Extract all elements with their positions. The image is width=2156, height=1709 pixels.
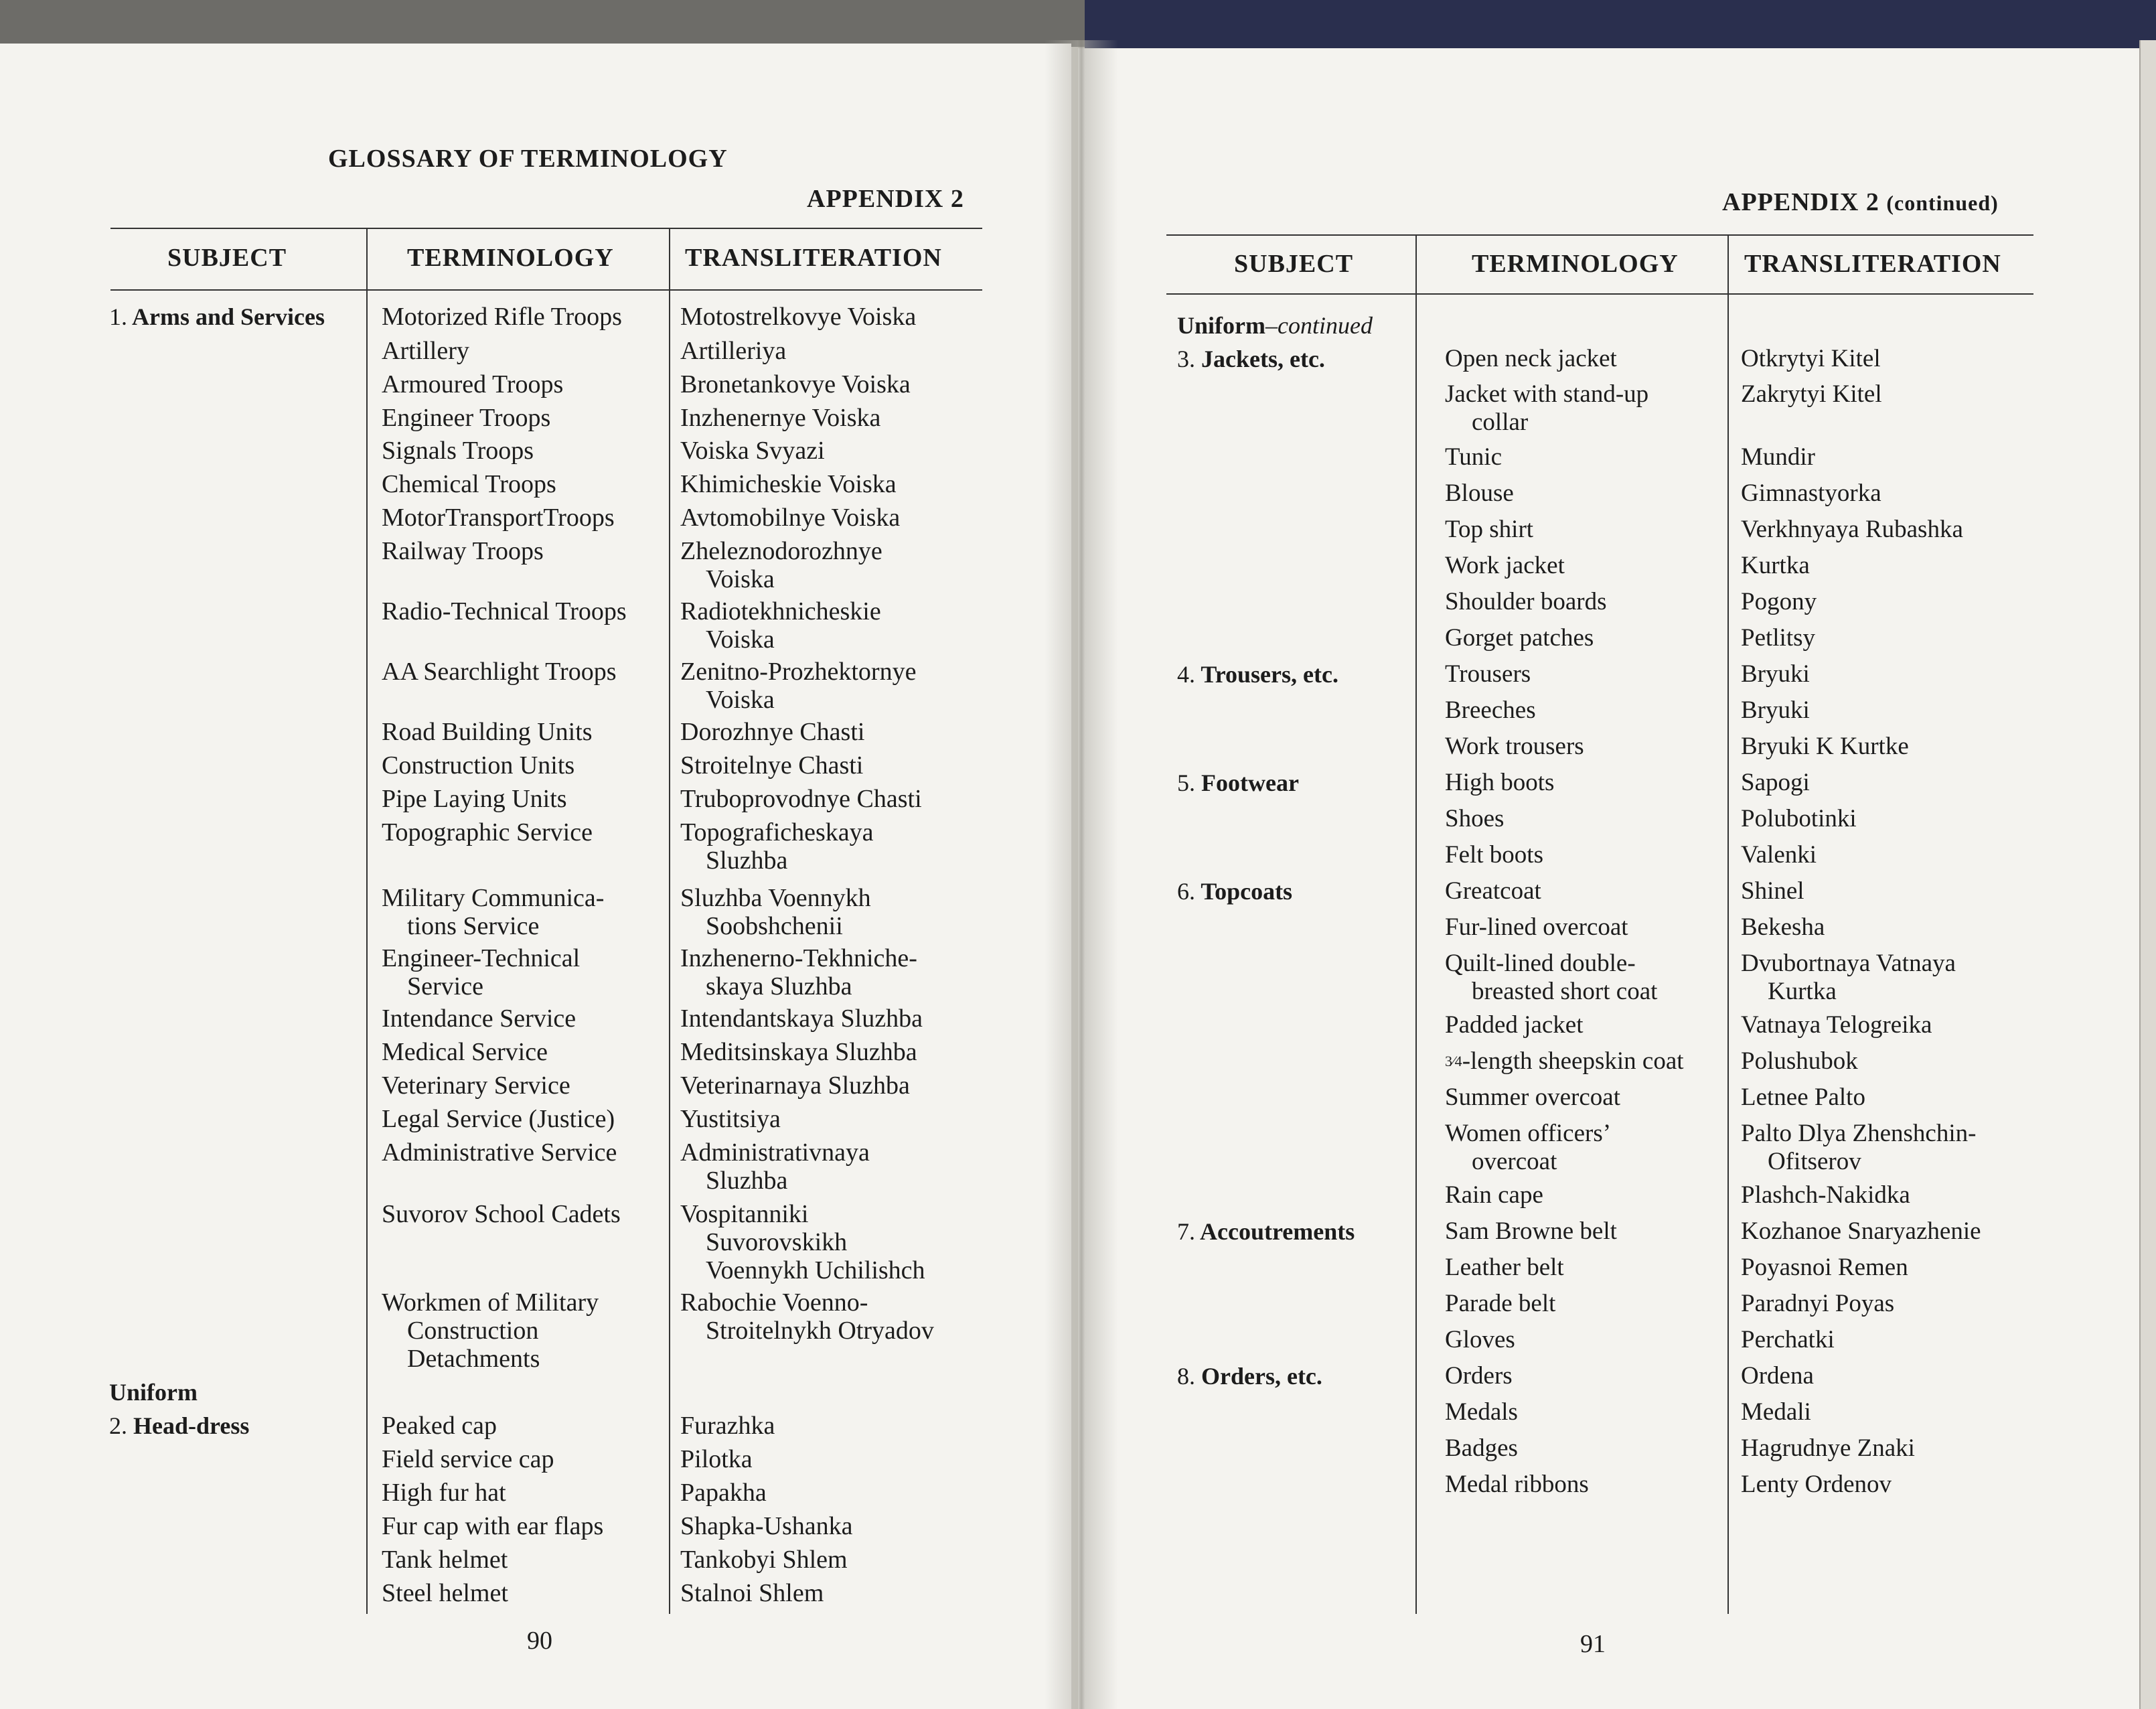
transliteration-entry-line: Perchatki [1741,1326,1835,1353]
terminology-entry-line: Leather belt [1445,1254,1564,1281]
terminology-entry [1445,1362,1513,1390]
transliteration-entry-line: Dvubortnaya Vatnaya [1741,950,1956,977]
terminology-entry [382,1479,506,1507]
transliteration-entry-line: Khimicheskie Voiska [680,470,897,498]
transliteration-entry [1741,841,1817,869]
transliteration-entry [680,944,917,1000]
terminology-entry-line: Tank helmet [382,1546,508,1574]
terminology-entry-line: Medals [1445,1398,1518,1426]
transliteration-entry [680,470,897,498]
subject-arms-and-services: 1. Arms and Services [109,303,325,330]
transliteration-entry-line: Meditsinskaya Sluzhba [680,1038,917,1066]
subject-entry: 7. Accoutrements [1177,1218,1355,1245]
terminology-entry-line: Work trousers [1445,733,1584,760]
transliteration-entry-line: Valenki [1741,841,1817,869]
appendix-label-right: APPENDIX 2 (continued) [1722,188,1999,216]
terminology-entry-line: collar [1472,408,1529,436]
header-subject-right: SUBJECT [1234,250,1354,278]
transliteration-entry [680,1138,870,1195]
transliteration-entry [1741,479,1881,508]
transliteration-entry [680,1005,923,1033]
page-number-right: 91 [1580,1630,1606,1658]
transliteration-entry-line: Pilotka [680,1445,753,1473]
terminology-entry-line: High boots [1445,769,1555,796]
transliteration-entry-line: Voiska Svyazi [680,437,825,465]
transliteration-entry-line: Polushubok [1741,1047,1858,1075]
table-header-rule-right [1166,293,2033,295]
terminology-entry-line: Radio-Technical Troops [382,597,627,625]
terminology-entry-line: Top shirt [1445,516,1534,543]
transliteration-entry-line: Papakha [680,1479,767,1507]
transliteration-entry-line: Vatnaya Telogreika [1741,1011,1932,1039]
header-transliteration-left: TRANSLITERATION [685,244,942,272]
terminology-entry-line: Workmen of Military [382,1288,599,1317]
terminology-entry-line: Peaked cap [382,1412,497,1440]
transliteration-entry-line: Artilleriya [680,337,787,365]
terminology-entry-line: Steel helmet [382,1579,508,1607]
terminology-entry [382,370,563,398]
book-gutter [1045,40,1118,1709]
terminology-entry [382,658,616,686]
transliteration-entry-line: Stalnoi Shlem [680,1579,824,1607]
terminology-entry-line: Detachments [407,1345,540,1373]
terminology-entry [1445,624,1594,652]
terminology-entry-line: Construction [407,1317,539,1345]
transliteration-entry-line: Stroitelnykh Otryadov [706,1317,934,1345]
transliteration-entry [1741,1011,1932,1039]
transliteration-entry-line: Administrativnaya [680,1138,870,1167]
transliteration-entry-line: Sapogi [1741,769,1810,796]
transliteration-entry-line: Bryuki K Kurtke [1741,733,1909,760]
page-edge [2139,40,2156,1709]
transliteration-entry [680,1512,852,1540]
transliteration-entry-line: Sluzhba [706,1167,788,1195]
terminology-entry [1445,552,1565,580]
transliteration-entry [680,370,911,398]
transliteration-entry [1741,950,1956,1006]
terminology-entry [382,1579,508,1607]
transliteration-entry-line: Yustitsiya [680,1105,781,1133]
terminology-entry-line: Open neck jacket [1445,345,1617,372]
terminology-entry [382,1546,508,1574]
transliteration-entry [680,818,874,875]
transliteration-entry [1741,443,1815,471]
terminology-entry [1445,1011,1584,1039]
table-top-rule-right [1166,234,2033,236]
terminology-entry [1445,950,1657,1006]
transliteration-entry [680,718,864,746]
subject-entry: 5. Footwear [1177,769,1299,796]
transliteration-entry-line: Hagrudnye Znaki [1741,1434,1915,1462]
header-subject-left: SUBJECT [167,244,287,272]
terminology-entry-line: Road Building Units [382,718,593,746]
transliteration-entry [1741,380,1882,408]
terminology-entry [1445,1434,1518,1463]
transliteration-entry [680,1479,767,1507]
transliteration-entry [1741,1471,1892,1499]
transliteration-entry-line: Furazhka [680,1412,775,1440]
terminology-entry-line: Service [407,972,483,1000]
transliteration-entry [680,1445,753,1473]
transliteration-entry [680,437,825,465]
transliteration-entry-line: Poyasnoi Remen [1741,1254,1908,1281]
terminology-entry-line: Topographic Service [382,818,593,846]
transliteration-entry-line: Kurtka [1741,552,1810,579]
terminology-entry-line: Armoured Troops [382,370,564,398]
terminology-entry-line: Legal Service (Justice) [382,1105,615,1133]
terminology-entry-line: Shoes [1445,805,1505,832]
column-divider-left-2 [669,228,670,1614]
transliteration-entry-line: Dorozhnye Chasti [680,718,865,746]
subject-uniform: Uniform [109,1379,198,1406]
terminology-entry [1445,1217,1617,1246]
header-transliteration-right: TRANSLITERATION [1744,250,2001,278]
terminology-entry [382,537,544,565]
transliteration-entry-line: Intendantskaya Sluzhba [680,1005,923,1033]
transliteration-entry-line: Stroitelnye Chasti [680,751,864,779]
transliteration-entry [680,785,922,813]
transliteration-entry [680,1288,934,1345]
terminology-entry-line: Administrative Service [382,1138,617,1167]
transliteration-entry [1741,624,1815,652]
terminology-entry-line: Chemical Troops [382,470,556,498]
transliteration-entry [680,1546,848,1574]
transliteration-entry-line: Zheleznodorozhnye [680,537,882,565]
transliteration-entry [680,1412,775,1440]
transliteration-entry-line: Radiotekhnicheskie [680,597,881,625]
transliteration-entry [1741,1290,1894,1318]
terminology-entry-line: Gorget patches [1445,624,1594,652]
column-divider-right-2 [1727,234,1729,1614]
transliteration-entry-line: Motostrelkovye Voiska [680,303,917,331]
transliteration-entry [1741,1120,1976,1176]
terminology-entry-line: Railway Troops [382,537,544,565]
terminology-entry [1445,1181,1543,1209]
terminology-entry-line: Medical Service [382,1038,548,1066]
transliteration-entry-line: Shinel [1741,877,1804,905]
transliteration-entry-line: Soobshchenii [706,912,843,940]
appendix-label-left: APPENDIX 2 [807,185,964,213]
terminology-entry-line: Greatcoat [1445,877,1541,905]
transliteration-entry [680,504,900,532]
transliteration-entry [1741,1181,1910,1209]
transliteration-entry-line: Rabochie Voenno- [680,1288,868,1317]
terminology-entry-line: Women officers’ [1445,1120,1612,1147]
terminology-entry-line: Trousers [1445,660,1531,688]
terminology-entry-line: Medal ribbons [1445,1471,1589,1498]
terminology-entry-line: Parade belt [1445,1290,1556,1317]
terminology-entry-line: Motorized Rifle Troops [382,303,622,331]
transliteration-entry-line: Topograficheskaya [680,818,874,846]
terminology-entry-line: Veterinary Service [382,1071,570,1100]
terminology-entry [1445,660,1531,688]
terminology-entry [382,751,574,779]
transliteration-entry-line: Kurtka [1768,978,1837,1005]
terminology-entry [382,404,550,432]
transliteration-entry-line: Bekesha [1741,913,1825,941]
terminology-entry-line: Shoulder boards [1445,588,1607,615]
transliteration-entry [680,751,863,779]
terminology-entry-line: Work jacket [1445,552,1565,579]
terminology-entry-line: Fur cap with ear flaps [382,1512,604,1540]
terminology-entry [1445,841,1543,869]
transliteration-entry-line: Tankobyi Shlem [680,1546,848,1574]
terminology-entry-line: High fur hat [382,1479,506,1507]
transliteration-entry-line: Palto Dlya Zhenshchin- [1741,1120,1977,1147]
terminology-entry-line: Badges [1445,1434,1518,1462]
terminology-entry-line: Summer overcoat [1445,1084,1620,1111]
terminology-entry [1445,696,1536,725]
terminology-entry-line: Military Communica- [382,884,605,912]
transliteration-entry [680,404,880,432]
terminology-entry [1445,1326,1515,1354]
transliteration-entry-line: Bronetankovye Voiska [680,370,911,398]
transliteration-entry [680,884,871,940]
transliteration-entry [1741,1362,1814,1390]
terminology-entry [382,1071,570,1100]
transliteration-entry [1741,660,1810,688]
subject-entry: 8. Orders, etc. [1177,1363,1322,1390]
terminology-entry-line: Gloves [1445,1326,1515,1353]
transliteration-entry [680,1105,781,1133]
glossary-title: GLOSSARY OF TERMINOLOGY [328,145,728,173]
terminology-entry [1445,1471,1589,1499]
terminology-entry [1445,443,1502,471]
transliteration-entry-line: skaya Sluzhba [706,972,852,1000]
transliteration-entry-line: Shapka-Ushanka [680,1512,853,1540]
terminology-entry-line: Sam Browne belt [1445,1217,1617,1245]
terminology-entry [382,437,534,465]
transliteration-entry-line: Zakrytyi Kitel [1741,380,1882,408]
terminology-entry [382,1512,603,1540]
transliteration-entry-line: Plashch-Nakidka [1741,1181,1910,1209]
subject-entry: 6. Topcoats [1177,878,1293,905]
terminology-entry [382,1445,554,1473]
transliteration-entry-line: Medali [1741,1398,1811,1426]
terminology-entry-line: Artillery [382,337,469,365]
terminology-entry-line: Padded jacket [1445,1011,1584,1039]
transliteration-entry [1741,1326,1835,1354]
table-header-rule-left [110,289,982,291]
transliteration-entry [1741,516,1963,544]
terminology-entry [1445,516,1533,544]
terminology-entry [1445,733,1584,761]
subject-head-dress: 2. Head-dress [109,1412,250,1439]
transliteration-entry [680,337,786,365]
transliteration-entry-line: Mundir [1741,443,1815,471]
terminology-entry-line: Field service cap [382,1445,554,1473]
transliteration-entry [680,1200,925,1284]
subject-entry: 3. Jackets, etc. [1177,346,1325,372]
transliteration-entry-line: Otkrytyi Kitel [1741,345,1881,372]
transliteration-entry-line: Truboprovodnye Chasti [680,785,922,813]
transliteration-entry-line: Avtomobilnye Voiska [680,504,901,532]
terminology-entry-line: Felt boots [1445,841,1543,869]
terminology-entry [1445,588,1607,616]
transliteration-entry [1741,1047,1858,1075]
terminology-entry-line: Fur-lined overcoat [1445,913,1628,941]
transliteration-entry [1741,345,1881,373]
transliteration-entry-line: Letnee Palto [1741,1084,1865,1111]
terminology-entry [382,818,593,846]
terminology-entry [382,1005,576,1033]
terminology-entry-line: Construction Units [382,751,575,779]
transliteration-entry [680,1038,917,1066]
terminology-entry [382,303,622,331]
transliteration-entry-line: Zenitno-Prozhektornye [680,658,917,686]
terminology-entry-line: Rain cape [1445,1181,1543,1209]
terminology-entry-line: AA Searchlight Troops [382,658,617,686]
terminology-entry-line: Engineer Troops [382,404,551,432]
column-divider-left-1 [366,228,368,1614]
transliteration-entry [1741,1084,1865,1112]
terminology-entry [382,337,469,365]
transliteration-entry [1741,877,1804,905]
terminology-entry [1445,1254,1564,1282]
transliteration-entry [680,597,881,654]
transliteration-entry-line: Kozhanoe Snaryazhenie [1741,1217,1981,1245]
terminology-entry [1445,769,1554,797]
transliteration-entry [1741,805,1857,833]
subject-entry: 4. Trousers, etc. [1177,661,1338,688]
transliteration-entry [1741,913,1825,942]
terminology-entry-line: MotorTransportTroops [382,504,615,532]
transliteration-entry-line: Bryuki [1741,660,1810,688]
terminology-entry [1445,1084,1620,1112]
terminology-entry-line: Blouse [1445,479,1514,507]
terminology-entry-line: Signals Troops [382,437,534,465]
terminology-entry-line: Engineer-Technical [382,944,581,972]
terminology-entry-line: Suvorov School Cadets [382,1200,621,1228]
terminology-entry-line: overcoat [1472,1148,1557,1175]
transliteration-entry-line: Sluzhba [706,846,788,875]
transliteration-entry-line: Vospitanniki [680,1200,809,1228]
terminology-entry [382,1038,548,1066]
transliteration-entry-line: Voiska [706,565,775,593]
transliteration-entry-line: Inzhenerno-Tekhniche- [680,944,917,972]
transliteration-entry [680,303,916,331]
transliteration-entry-line: Veterinarnaya Sluzhba [680,1071,910,1100]
transliteration-entry-line: Gimnastyorka [1741,479,1881,507]
subject-uniform-continued: Uniform–continued [1177,312,1373,339]
fraction-three-quarters: 3⁄4 [1445,1053,1462,1069]
terminology-entry [1445,1290,1555,1318]
transliteration-entry-line: Inzhenernye Voiska [680,404,881,432]
transliteration-entry [1741,769,1810,797]
terminology-entry [382,718,593,746]
transliteration-entry-line: Paradnyi Poyas [1741,1290,1895,1317]
terminology-entry-line: Pipe Laying Units [382,785,567,813]
terminology-entry [1445,1047,1684,1075]
transliteration-entry [680,658,916,714]
terminology-entry [382,944,580,1000]
terminology-entry-line: breasted short coat [1472,978,1658,1005]
terminology-entry [1445,805,1504,833]
transliteration-entry-line: Voiska [706,625,775,654]
transliteration-entry-line: Suvorovskikh [706,1228,848,1256]
terminology-entry [1445,345,1617,373]
terminology-entry [1445,479,1514,508]
terminology-entry-line: tions Service [407,912,540,940]
terminology-entry [382,1138,617,1167]
terminology-entry-line: Jacket with stand-up [1445,380,1649,408]
terminology-entry [1445,1120,1611,1176]
transliteration-entry-line: Sluzhba Voennykh [680,884,871,912]
terminology-entry [382,1412,497,1440]
header-terminology-right: TERMINOLOGY [1472,250,1679,278]
transliteration-entry [1741,552,1810,580]
terminology-entry [1445,380,1648,437]
terminology-entry [382,1200,621,1228]
terminology-entry [382,470,556,498]
transliteration-entry-line: Voiska [706,686,775,714]
column-divider-right-1 [1415,234,1417,1614]
page-number-left: 90 [527,1627,552,1655]
transliteration-entry-line: Bryuki [1741,696,1810,724]
transliteration-entry-line: Pogony [1741,588,1817,615]
terminology-entry [382,1288,599,1373]
transliteration-entry [1741,1398,1811,1426]
terminology-entry-line: Orders [1445,1362,1513,1390]
transliteration-entry [680,537,882,593]
terminology-entry-line: Tunic [1445,443,1503,471]
terminology-entry-line: Quilt-lined double- [1445,950,1636,977]
transliteration-entry [680,1071,910,1100]
transliteration-entry [1741,696,1810,725]
transliteration-entry-line: Polubotinki [1741,805,1857,832]
terminology-entry [382,884,604,940]
transliteration-entry [680,1579,824,1607]
terminology-entry-line: -length sheepskin coat [1462,1047,1684,1075]
transliteration-entry [1741,1254,1908,1282]
table-top-rule-left [110,228,982,229]
transliteration-entry [1741,1217,1981,1246]
transliteration-entry-line: Voennykh Uchilishch [706,1256,925,1284]
transliteration-entry-line: Lenty Ordenov [1741,1471,1892,1498]
header-terminology-left: TERMINOLOGY [407,244,614,272]
transliteration-entry [1741,733,1909,761]
terminology-entry [1445,1398,1518,1426]
transliteration-entry-line: Ofitserov [1768,1148,1861,1175]
terminology-entry [382,1105,615,1133]
transliteration-entry-line: Verkhnyaya Rubashka [1741,516,1963,543]
terminology-entry [1445,877,1541,905]
terminology-entry [382,785,567,813]
terminology-entry-line: Breeches [1445,696,1536,724]
transliteration-entry [1741,588,1817,616]
terminology-entry-line: Intendance Service [382,1005,576,1033]
terminology-entry [382,504,615,532]
terminology-entry [382,597,627,625]
terminology-entry [1445,913,1628,942]
transliteration-entry [1741,1434,1915,1463]
transliteration-entry-line: Ordena [1741,1362,1814,1390]
transliteration-entry-line: Petlitsy [1741,624,1816,652]
